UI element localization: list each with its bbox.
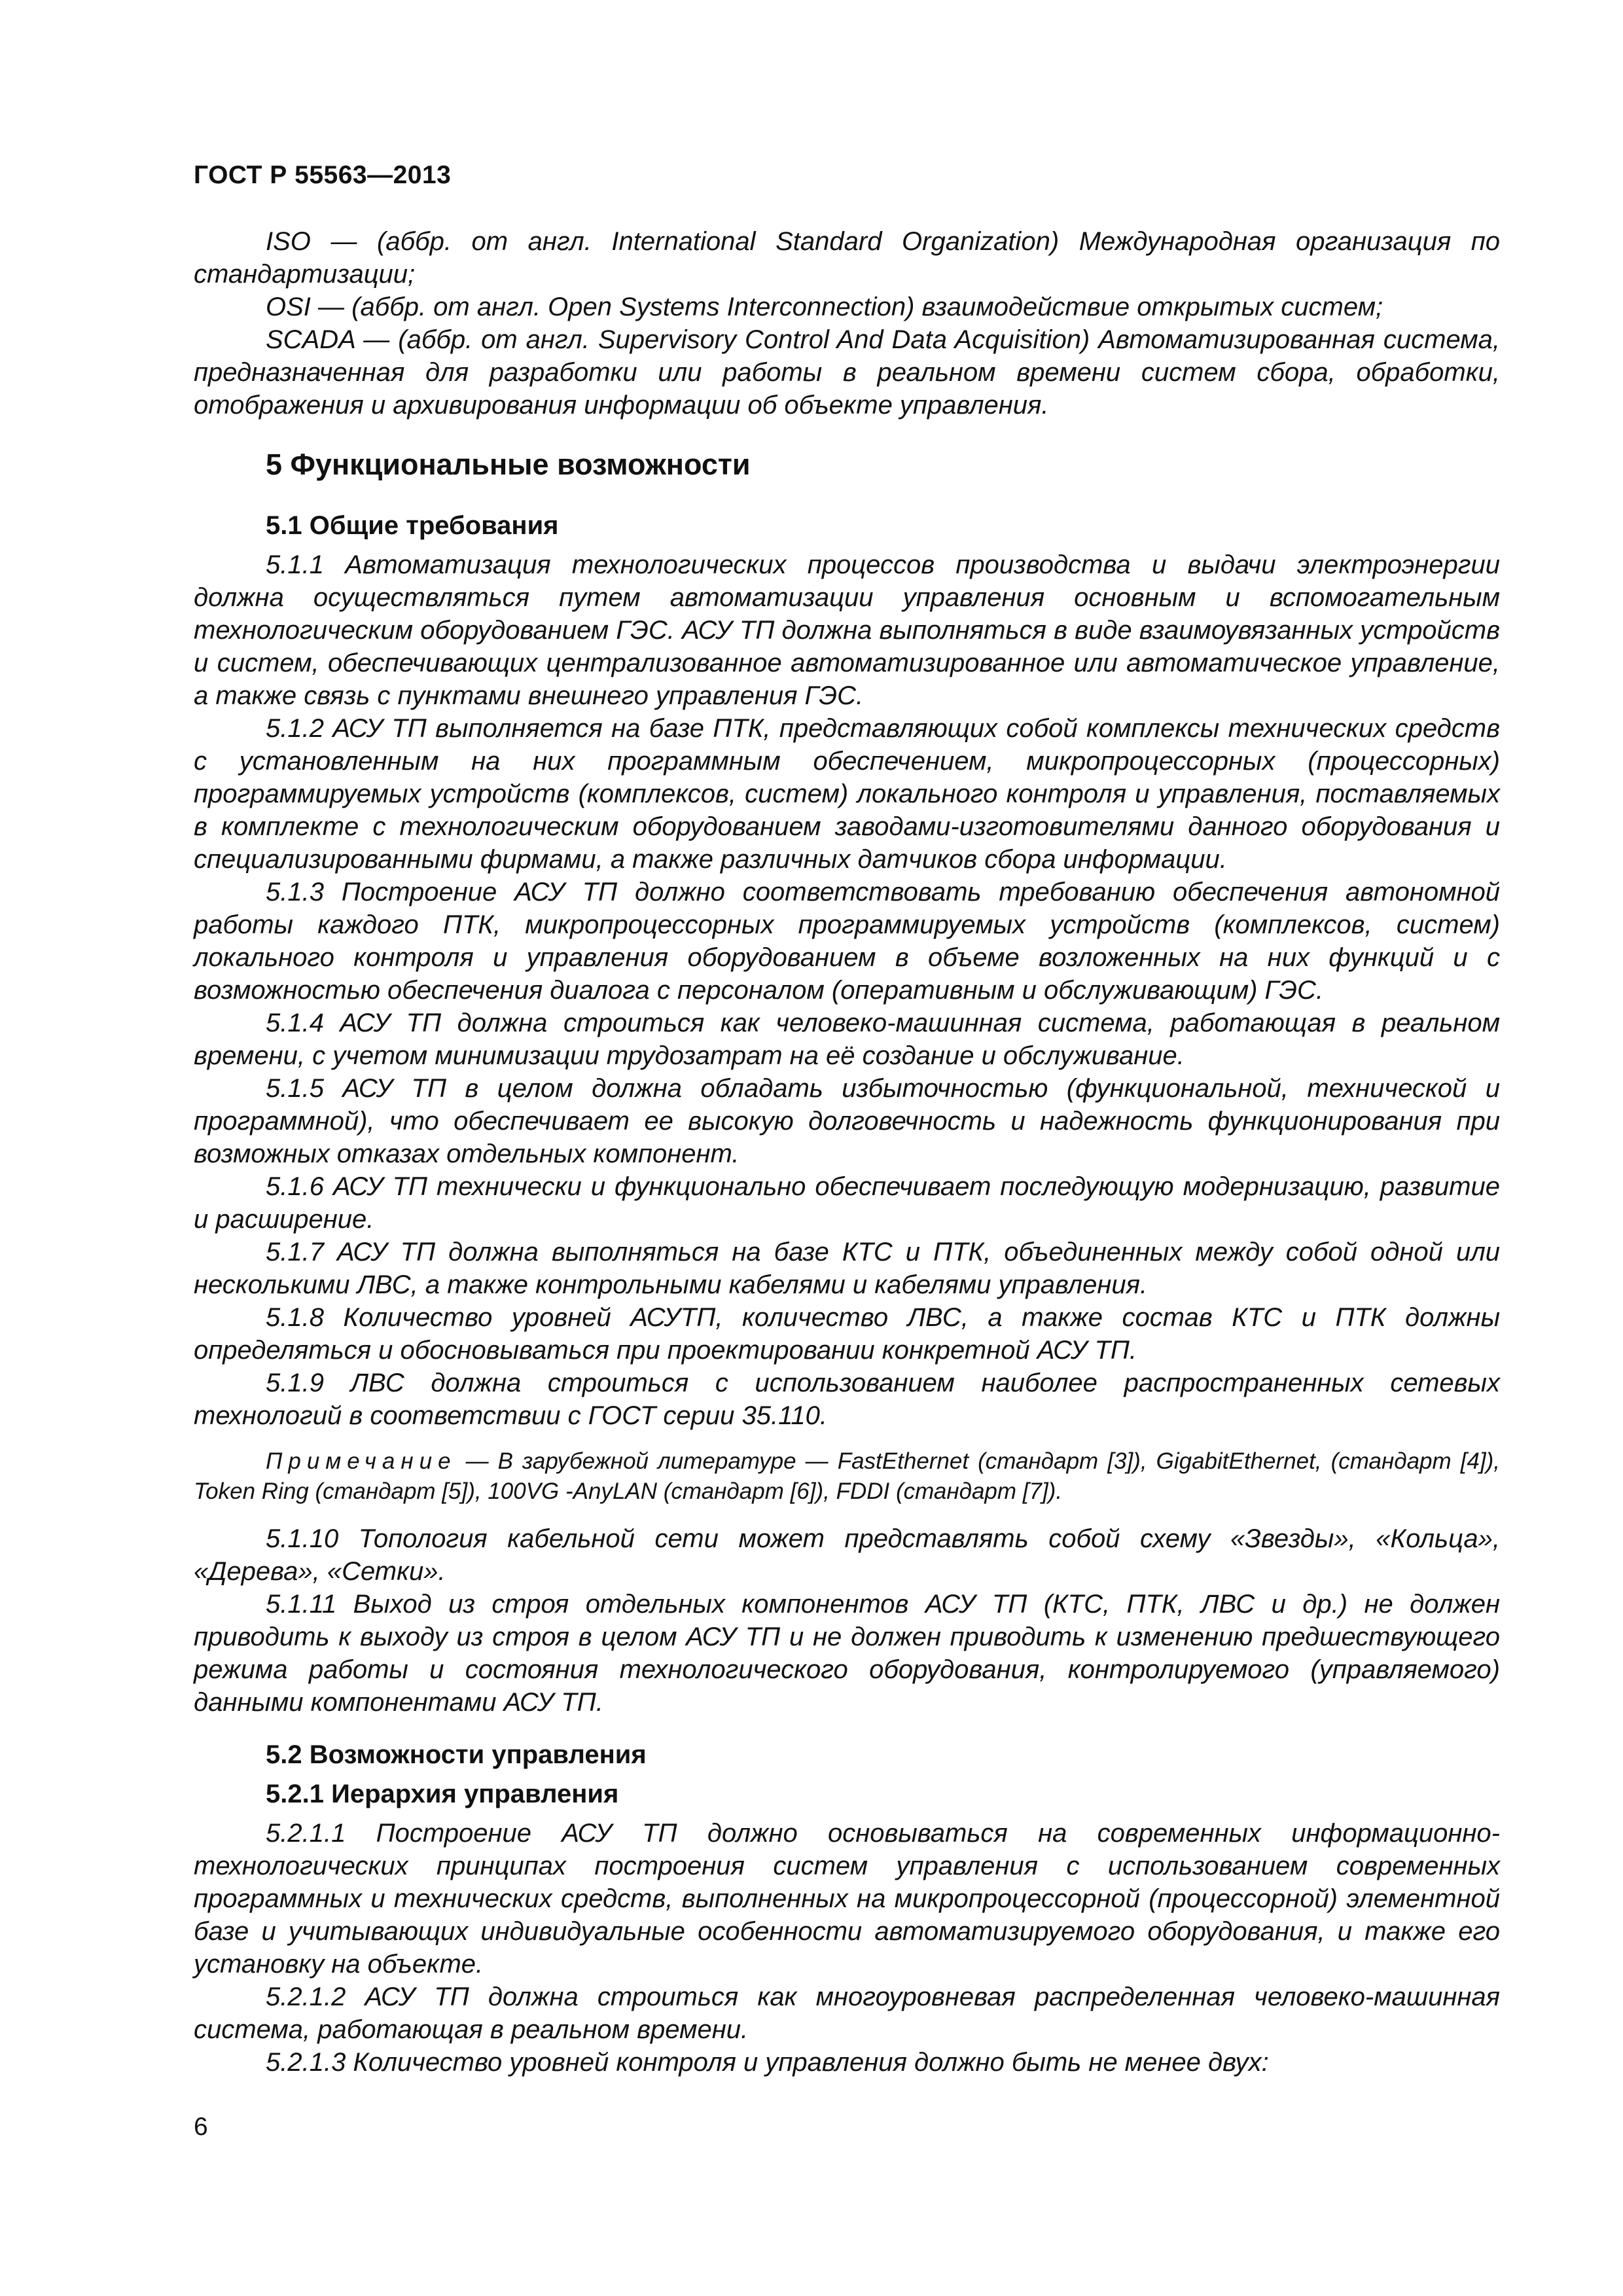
paragraph-5-1-1: 5.1.1 Автоматизация технологических процессов производства и выдачи электроэнергии должна осуществляться путем автоматизации управления основным и вспомогательным технологическим оборудованием ГЭС. АСУ ТП должна выполняться в виде взаимоувязанных устройств и систем, обеспечивающих централизованное автоматизированное или автоматическое управление, а также связь с пунктами внешнего управления ГЭС. [194,550,1500,710]
paragraph-5-1-4: 5.1.4 АСУ ТП должна строиться как человеко-машинная система, работающая в реальном времени, с учетом минимизации трудозатрат на её создание и обслуживание. [194,1009,1500,1070]
paragraph-5-2-1-2: 5.2.1.2 АСУ ТП должна строиться как многоуровневая распределенная человеко-машинная система, работающая в реальном времени. [194,1982,1500,2044]
paragraph-5-1-11: 5.1.11 Выход из строя отдельных компонентов АСУ ТП (КТС, ПТК, ЛВС и др.) не должен приводить к выходу из строя в целом АСУ ТП и не должен приводить к изменению предшествующего режима работы и состояния технологического оборудования, контролируемого (управляемого) данными компонентами АСУ ТП. [194,1590,1500,1717]
page-content [194,225,1500,2079]
section-5-2-title: 5.2 Возможности управления [266,1740,647,1769]
note-label: Примечание [266,1448,457,1474]
paragraph-5-2-1-1: 5.2.1.1 Построение АСУ ТП должно основываться на современных информационно-технологических принципах построения систем управления с использованием современных программных и технических средств, выполненных на микропроцессорной (процессорной) элементной базе и учитывающих индивидуальные особенности автоматизируемого оборудования, и также его установку на объекте. [194,1819,1500,1979]
abbreviation-osi: OSI — (аббр. от англ. Open Systems Interconnection) взаимодействие открытых систем; [266,293,1383,321]
paragraph-5-1-2: 5.1.2 АСУ ТП выполняется на базе ПТК, представляющих собой комплексы технических средств с установленным на них программным обеспечением, микропроцессорных (процессорных) программируемых устройств (комплексов, систем) локального контроля и управления, поставляемых в комплекте с технологическим оборудованием заводами-изготовителями данного оборудования и специализированными фирмами, а также различных датчиков сбора информации. [194,714,1500,874]
section-5-2-1-title: 5.2.1 Иерархия управления [266,1780,619,1808]
paragraph-5-1-5: 5.1.5 АСУ ТП в целом должна обладать избыточностью (функциональной, технической и программной), что обеспечивает ее высокую долговечность и надежность функционирования при возможных отказах отдельных компонент. [194,1074,1500,1168]
paragraph-5-1-7: 5.1.7 АСУ ТП должна выполняться на базе КТС и ПТК, объединенных между собой одной или несколькими ЛВС, а также контрольными кабелями и кабелями управления. [194,1238,1500,1299]
paragraph-5-1-8: 5.1.8 Количество уровней АСУТП, количество ЛВС, а также состав КТС и ПТК должны определяться и обосновываться при проектировании конкретной АСУ ТП. [194,1303,1500,1365]
paragraph-5-1-10: 5.1.10 Топология кабельной сети может представлять собой схему «Звезды», «Кольца», «Дерева», «Сетки». [194,1524,1500,1586]
abbreviation-iso: ISO — (аббр. от англ. International Standard Organization) Международная организация по стандартизации; [194,227,1500,289]
section-5-1-title: 5.1 Общие требования [266,511,559,540]
note-text: — В зарубежной литературе — FastEthernet (стандарт [3]), GigabitEthernet, (стандарт [4]), Token Ring (стандарт [5]), 100VG -AnyLAN (стандарт [6]), FDDI (стандарт [7]). [194,1448,1500,1504]
paragraph-5-2-1-3: 5.2.1.3 Количество уровней контроля и управления должно быть не менее двух: [266,2048,1269,2077]
page-number: 6 [194,2113,208,2141]
note [194,1446,1500,1507]
paragraph-5-1-3: 5.1.3 Построение АСУ ТП должно соответствовать требованию обеспечения автономной работы каждого ПТК, микропроцессорных программируемых устройств (комплексов, систем) локального контроля и управления оборудованием в объеме возложенных на них функций и с возможностью обеспечения диалога с персоналом (оперативным и обслуживающим) ГЭС. [194,878,1500,1005]
abbreviation-scada: SCADA — (аббр. от англ. Supervisory Control And Data Acquisition) Автоматизированная система, предназначенная для разработки или работы в реальном времени систем сбора, обработки, отображения и архивирования информации об объекте управления. [194,325,1500,420]
paragraph-5-1-6: 5.1.6 АСУ ТП технически и функционально обеспечивает последующую модернизацию, развитие и расширение. [194,1172,1500,1234]
paragraph-5-1-9: 5.1.9 ЛВС должна строиться с использованием наиболее распространенных сетевых технологий в соответствии с ГОСТ серии 35.110. [194,1369,1500,1430]
document-header: ГОСТ Р 55563—2013 [194,161,452,189]
section-5-title: 5 Функциональные возможности [266,448,751,481]
